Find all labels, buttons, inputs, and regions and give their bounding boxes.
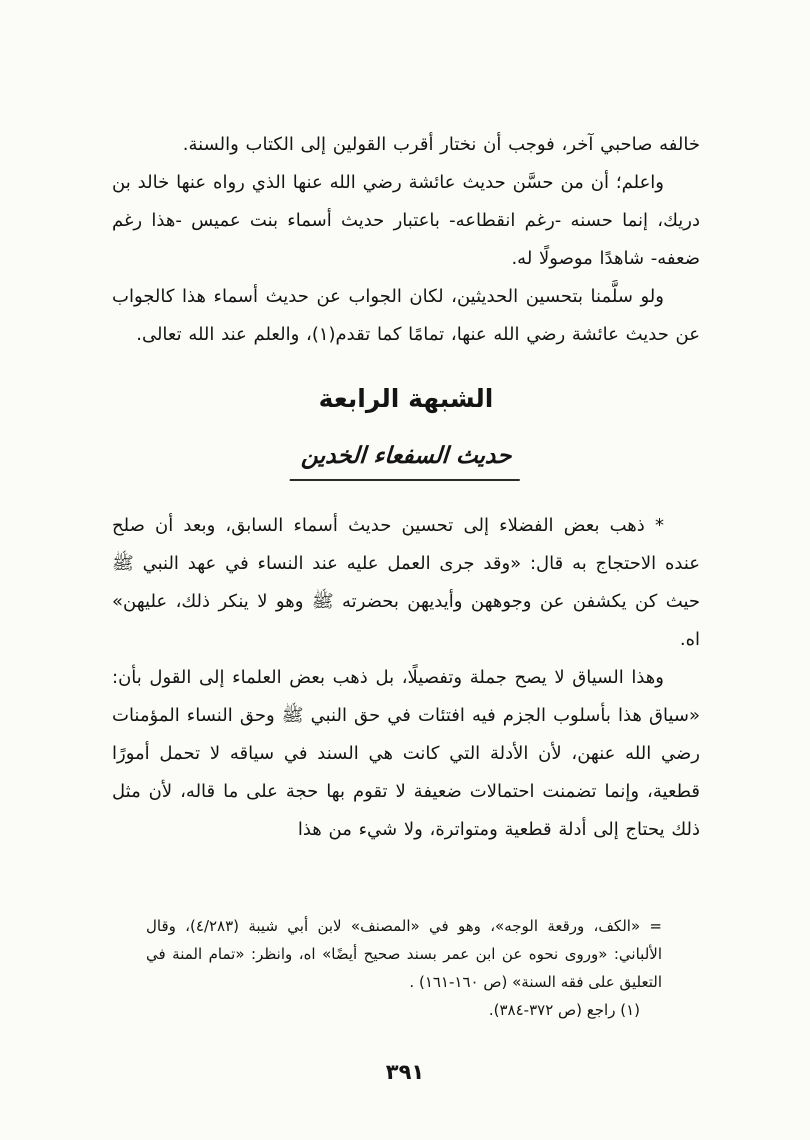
body-paragraph-1: خالفه صاحبي آخر، فوجب أن نختار أقرب القولين إلى الكتاب والسنة.	[182, 134, 700, 155]
body-paragraph-3: ولو سلَّمنا بتحسين الحديثين، لكان الجواب عن حديث أسماء هذا كالجواب عن حديث عائشة رضي الله عنها، تمامًا كما تقدم(١)، والعلم عند الله تعالى.	[112, 286, 700, 345]
chapter-subtitle-wrap	[112, 443, 700, 481]
section-heading: الشبهة الرابعة	[318, 384, 494, 413]
body-paragraph-4: * ذهب بعض الفضلاء إلى تحسين حديث أسماء السابق، وبعد أن صلح عنده الاحتجاج به قال: «وقد جرى العمل عليه عند النساء في عهد النبي ﷺ حيث كن يكشفن عن وجوههن وأيديهن بحضرته ﷺ وهو لا ينكر ذلك، عليهن» اه.	[112, 515, 700, 650]
page-number: ٣٩١	[385, 1060, 425, 1084]
footnote-1: (١) راجع (ص ٣٧٢-٣٨٤).	[488, 1001, 640, 1019]
page-content	[112, 126, 700, 849]
body-paragraph-2: واعلم؛ أن من حسَّن حديث عائشة رضي الله عنها الذي رواه عنها خالد بن دريك، إنما حسنه -رغم انقطاعه- باعتبار حديث أسماء بنت عميس -هذا رغم ضعفه- شاهدًا موصولًا له.	[112, 172, 700, 269]
chapter-subtitle: حديث السفعاء الخدين	[290, 443, 523, 481]
footnote-block	[146, 912, 662, 1024]
body-paragraph-5: وهذا السياق لا يصح جملة وتفصيلًا، بل ذهب بعض العلماء إلى القول بأن: «سياق هذا بأسلوب الجزم فيه افتئات في حق النبي ﷺ وحق النساء المؤمنات رضي الله عنهن، لأن الأدلة التي كانت هي السند في سياقه لا تحمل أمورًا قطعية، وإنما تضمنت احتمالات ضعيفة لا تقوم بها حجة على ما قاله، لأن مثل ذلك يحتاج إلى أدلة قطعية ومتواترة، ولا شيء من هذا	[112, 667, 700, 840]
footnote-continuation: = «الكف، ورقعة الوجه»، وهو في «المصنف» لابن أبي شيبة (٤/٢٨٣)، وقال الألباني: «وروى نحوه عن ابن عمر بسند صحيح أيضًا» اه، وانظر: «تمام المنة في التعليق على فقه السنة» (ص ١٦٠-١٦١) .	[146, 917, 662, 991]
